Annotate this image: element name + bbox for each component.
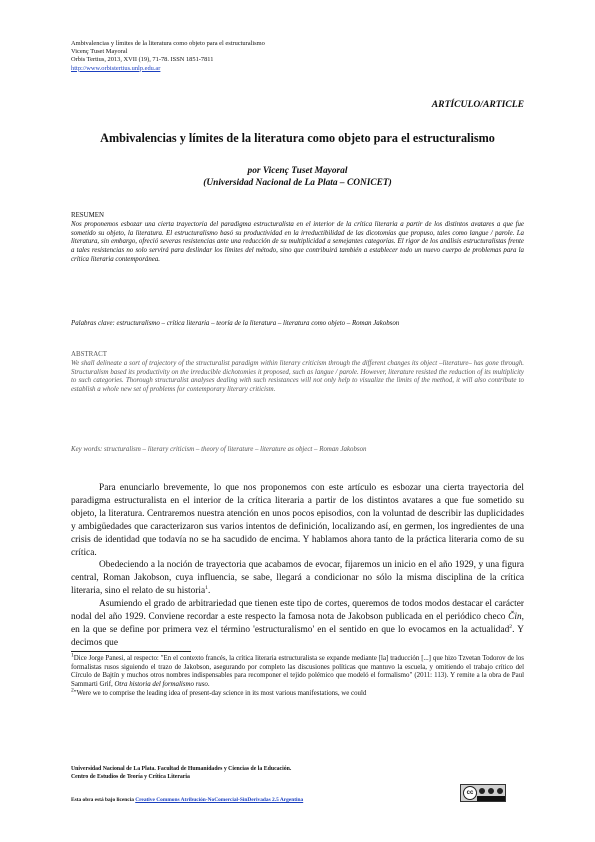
- paragraph-3-text-b: , en la que se define por primera vez el término 'estructuralismo' en el sentido en que lo evocamos en la actualidad: [71, 612, 524, 635]
- license-prefix: Esta obra está bajo licencia: [71, 797, 136, 803]
- footnote-1: [71, 652, 524, 690]
- cc-nd-icon: [497, 788, 503, 794]
- author-affiliation: (Universidad Nacional de La Plata – CONICET): [203, 178, 392, 188]
- header-article-title: Ambivalencias y límites de la literatura como objeto para el estructuralismo: [71, 40, 265, 47]
- running-header: [71, 40, 265, 73]
- cc-badge-icons: [477, 785, 505, 796]
- creative-commons-badge[interactable]: [460, 784, 506, 802]
- abstract-es-text: Nos proponemos esbozar una cierta trayectoria del paradigma estructuralista en el interior de la crítica literaria a partir de los distintos avatares a que fue sometido su objeto, la literatura. El estructuralismo basó su productividad en la irreductibilidad de las dicotomías que propuso, tales como langue / parole. La literatura, sin embargo, ofreció severas resistencias ante una reducción de su multiplicidad a semejantes categorías. El rigor de los análisis estructuralistas frente a tales resistencias no solo servirá para deslindar los límites del método, sino que contribuirá también a establecer todo un nuevo cuerpo de problemas para la crítica literaria contemporánea.: [71, 220, 524, 263]
- paragraph-3-text-c: . Y decimos que: [71, 624, 525, 648]
- author-block: [71, 165, 524, 189]
- cc-logo-icon: cc: [463, 786, 477, 800]
- paragraph-1: Para enunciarlo brevemente, lo que nos proponemos con este artículo es esbozar una cierta trayectoria del paradigma estructuralista en el interior de la crítica literaria a partir de los distintos avatares a que fue sometido su objeto, la literatura. Centraremos nuestra atención en unos pocos episodios, con la voluntad de describir las duplicidades y ambigüedades que caracterizaron sus varios intentos de definición, localizando así, en germen, los ingredientes de una crisis de identidad que todavía no se ha sacudido de encima. Y hablamos ahora tanto de la práctica literaria como de su crítica.: [71, 483, 524, 558]
- footnote-ref-2[interactable]: 2: [509, 623, 513, 630]
- cc-by-icon: [479, 788, 485, 794]
- abstract-es-label: RESUMEN: [71, 212, 104, 219]
- footnote-2-text: "Were we to comprise the leading idea of present-day science in its most various manifestations, we could: [73, 689, 367, 697]
- footnote-ref-1[interactable]: 1: [205, 585, 208, 592]
- footnote-2: [71, 687, 524, 699]
- footnote-divider: [71, 651, 191, 652]
- footnote-1-text-b: .: [207, 681, 210, 689]
- paragraph-3: [71, 598, 524, 650]
- abstract-en-label: ABSTRACT: [71, 351, 107, 358]
- paragraph-3-italic: Čin: [508, 612, 522, 623]
- institution-line-1: Universidad Nacional de La Plata. Facultad de Humanidades y Ciencias de la Educación.: [71, 766, 292, 772]
- institution-line-2: Centro de Estudios de Teoría y Crítica Literaria: [71, 773, 190, 780]
- keywords-es: Palabras clave: estructuralismo – crítica literaria – teoría de la literatura – literatura como objeto – Roman Jakobson: [71, 320, 400, 327]
- footnotes: [71, 652, 524, 699]
- paragraph-3-text-a: Asumiendo el grado de arbitrariedad que tienen este tipo de cortes, queremos de todos modos destacar el carácter nodal del año 1929. Conviene recordar a este respecto la famosa nota de Jakobson publicada en el periódico checo: [71, 599, 524, 623]
- header-author: Vicenç Tuset Mayoral: [71, 48, 128, 56]
- license-link[interactable]: Creative Commons Atribución-NoComercial-SinDerivadas 2.5 Argentina: [135, 797, 304, 803]
- section-label: ARTÍCULO/ARTICLE: [431, 99, 524, 110]
- cc-badge-bar: [477, 796, 505, 801]
- institution-footer: [71, 766, 291, 782]
- footnote-1-number: 1: [71, 652, 74, 659]
- keywords-en: Key words: structuralism – literary criticism – theory of literature – literature as object – Roman Jakobson: [71, 446, 367, 453]
- footnote-2-number: 2: [71, 687, 74, 694]
- abstract-en-text: We shall delineate a sort of trajectory of the structuralist paradigm within literary criticism through the different changes its object –literature– has gone through. Structuralism based its productivity on the irreducible dichotomies it proposed, such as langue / parole. However, literature resisted the reduction of its multiplicity to such categories. Thorough structuralist analyses dealing with such resistances will not only help to visualize the limits of the method, it will also contribute to establish a whole new set of problems for contemporary literary criticism.: [71, 359, 524, 393]
- body-text: [71, 482, 524, 650]
- license-notice: [71, 797, 303, 803]
- cc-badge-strip: [477, 785, 505, 801]
- footnote-1-text-a: Dice Jorge Panesi, al respecto: "En el contexto francés, la crítica literaria estructuralista se expande mediante [la] traducción [...] que hizo Tzvetan Todorov de los formalistas rusos siguiendo el trazo de Jakobson, asegurando por completo las discusiones políticas que mantuvo la escuela, y omitiendo el trabajo crítico del Círculo de Bajtín y muchos otros nombres indispensables para recomponer el tejido polémico que modeló el formalismo" (2011: 113). Y remite a la obra de Paul Sammarti Grif,: [71, 655, 524, 689]
- article-title: Ambivalencias y límites de la literatura como objeto para el estructuralismo: [100, 131, 495, 145]
- header-journal-info: Orbis Tertius, 2013, XVII (19), 71-78. ISSN 1851-7811: [71, 56, 214, 64]
- abstract-es: [71, 212, 524, 265]
- author-byline: por Vicenç Tuset Mayoral: [247, 166, 348, 176]
- cc-nc-icon: [488, 788, 494, 794]
- abstract-en: [71, 351, 524, 395]
- paragraph-2-text: Obedeciendo a la noción de trayectoria que acabamos de evocar, fijaremos un inicio en el año 1929, y una figura central, Roman Jakobson, cuya influencia, se sabe, llegará a condicionar no sólo la misma disciplina de la crítica literaria, sino el relato de su historia: [71, 560, 524, 597]
- journal-url-link[interactable]: http://www.orbistertius.unlp.edu.ar: [71, 64, 161, 72]
- paragraph-2: Obedeciendo a la noción de trayectoria que acabamos de evocar, fijaremos un inicio en el año 1929, y una figura central, Roman Jakobson, cuya influencia, se sabe, llegará a condicionar no sólo la misma disciplina de la crítica literaria, sino el relato de su historia$^1$.: [71, 560, 524, 597]
- footnote-1-italic: Otra historia del formalismo ruso: [114, 681, 208, 689]
